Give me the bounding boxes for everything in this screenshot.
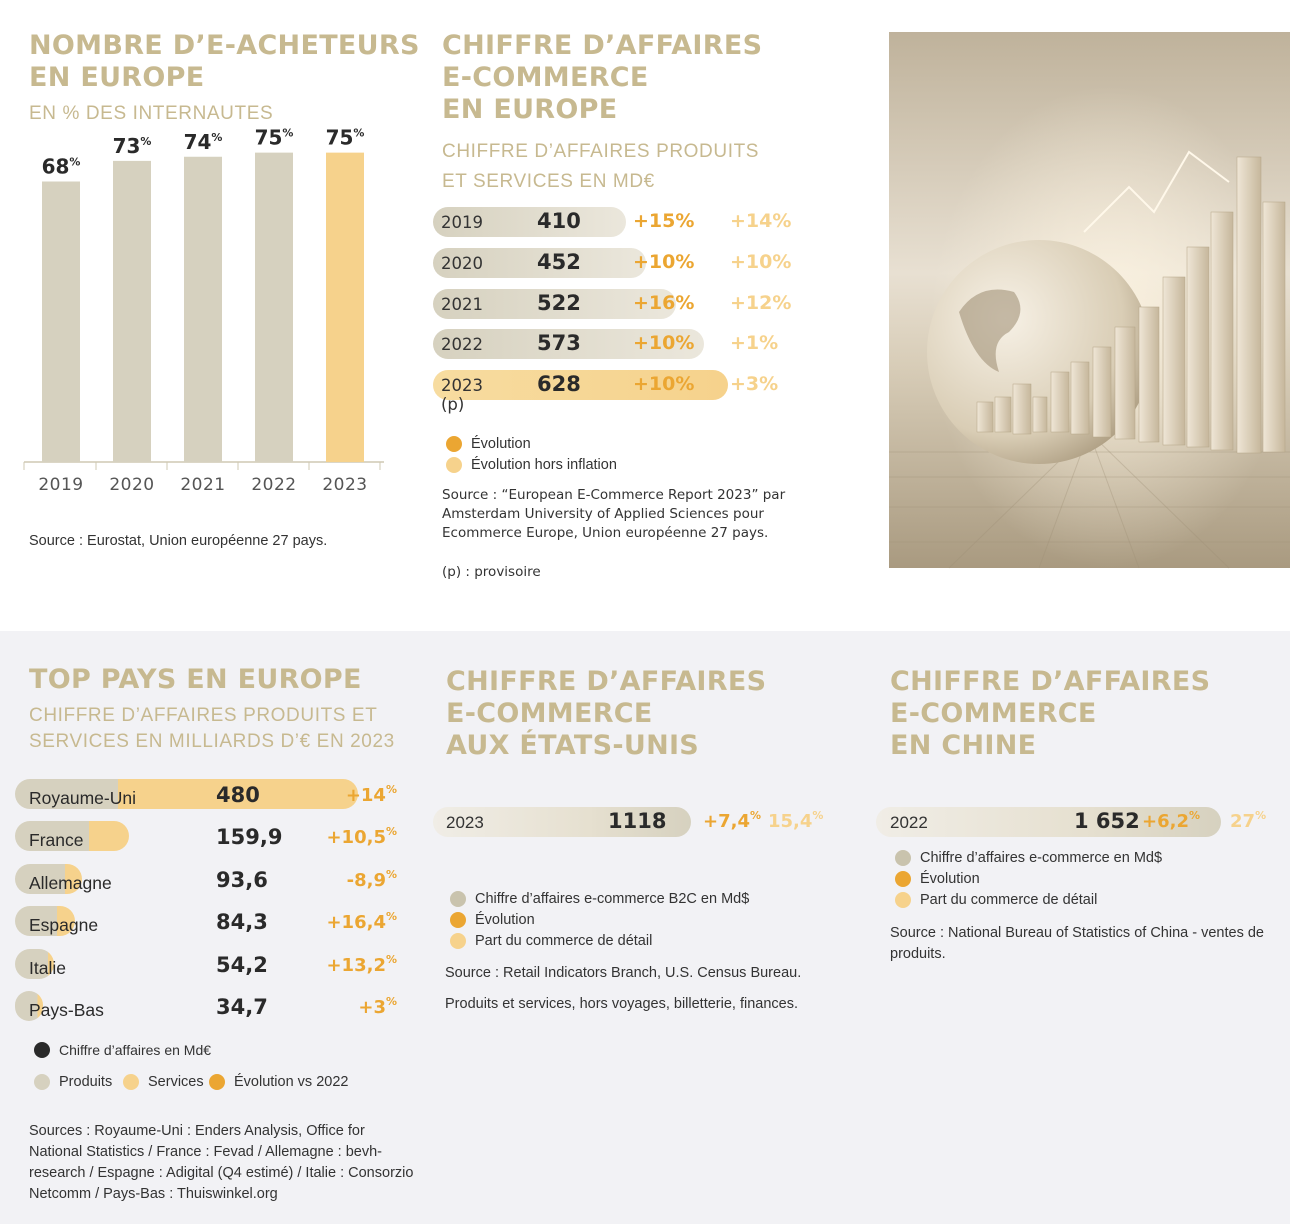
photo-bar-5 bbox=[1071, 362, 1089, 434]
china-legend-evol: Évolution bbox=[895, 871, 980, 887]
eu-row-year: 2019 bbox=[441, 213, 483, 232]
ebuyers-bar-chart bbox=[18, 125, 390, 500]
china-retail-share: 27% bbox=[1230, 809, 1267, 832]
bar-2022 bbox=[255, 153, 293, 462]
eu-row-hors-inflation: +3% bbox=[730, 373, 779, 396]
legend-dot-hors-inflation bbox=[446, 457, 462, 473]
bar-value-label-2021: 74% bbox=[183, 129, 223, 154]
photo-bar-6 bbox=[1093, 347, 1111, 437]
photo-bar-4 bbox=[1051, 372, 1069, 432]
eu-row-evolution: +10% bbox=[633, 373, 695, 396]
sec2-title bbox=[442, 30, 762, 126]
legend-services: Services bbox=[123, 1074, 204, 1090]
bar-value-label-2023: 75% bbox=[325, 125, 365, 150]
china-value: 1 652 bbox=[1074, 809, 1140, 833]
country-evolution: +16,4% bbox=[326, 910, 397, 934]
x-tick-label-2022: 2022 bbox=[251, 475, 297, 495]
eu-row-year: 2022 bbox=[441, 335, 483, 355]
china-evolution: +6,2% bbox=[1142, 809, 1200, 832]
sec1-source: Source : Eurostat, Union européenne 27 pays. bbox=[29, 533, 328, 549]
photo-bar-3 bbox=[1033, 397, 1047, 432]
bar-value-label-2019: 68% bbox=[41, 154, 81, 179]
china-legend-dot-evol bbox=[895, 871, 911, 887]
bar-2021 bbox=[184, 157, 222, 462]
usa-legend-evol: Évolution bbox=[450, 912, 535, 928]
photo-bar-2 bbox=[1013, 384, 1031, 434]
country-name: France bbox=[29, 830, 84, 851]
country-name: Allemagne bbox=[29, 872, 112, 893]
legend-dot-services bbox=[123, 1074, 139, 1090]
bar-2023 bbox=[326, 153, 364, 462]
eu-row-hors-inflation: +1% bbox=[730, 332, 779, 355]
x-tick-label-2020: 2020 bbox=[109, 475, 155, 495]
eu-row-value: 452 bbox=[537, 249, 581, 274]
usa-note: Produits et services, hors voyages, billetterie, finances. bbox=[445, 996, 798, 1012]
country-value: 159,9 bbox=[216, 825, 283, 850]
china-legend-ca: Chiffre d’affaires e-commerce en Md$ bbox=[895, 850, 1162, 866]
photo-bar-8 bbox=[1139, 307, 1159, 442]
sec3-subtitle: CHIFFRE D’AFFAIRES PRODUITS ET SERVICES EN MILLIARDS D’€ EN 2023 bbox=[29, 705, 395, 752]
legend-dot-evolution bbox=[446, 436, 462, 452]
bar-value-label-2022: 75% bbox=[254, 125, 294, 150]
legend-dot-ca bbox=[34, 1042, 50, 1058]
photo-bar-0 bbox=[977, 402, 993, 432]
photo-bar-12 bbox=[1237, 157, 1261, 453]
eu-row-year: 2021 bbox=[441, 294, 483, 314]
country-value: 84,3 bbox=[216, 910, 268, 935]
eu-row-evolution: +10% bbox=[633, 332, 695, 355]
sec3-sources: Sources : Royaume-Uni : Enders Analysis, Office for National Statistics / France : Fevad / Allemagne : bevh- research / Espagne : Adigital (Q4 estimé) / Italie : Consorzio Netcomm / Pays-Bas : Thuiswinkel.org bbox=[29, 1123, 414, 1202]
sec1-title-line2: EN EUROPE bbox=[29, 62, 205, 93]
photo-bar-11 bbox=[1211, 212, 1233, 450]
sec2-source: Source : “European E-Commerce Report 2023” par Amsterdam University of Applied Sciences pour Ecommerce Europe, Union européenne 27 pays. bbox=[442, 487, 786, 541]
eu-row-hors-inflation: +10% bbox=[730, 250, 792, 273]
country-evolution: +10,5% bbox=[326, 825, 397, 849]
china-legend-part: Part du commerce de détail bbox=[895, 892, 1097, 908]
sec2-subtitle-line2: ET SERVICES EN MD€ bbox=[442, 171, 655, 192]
usa-value: 1118 bbox=[608, 809, 667, 833]
sec1-title-line1: NOMBRE D’E-ACHETEURS bbox=[29, 30, 420, 61]
legend-hors-inflation: Évolution hors inflation bbox=[446, 457, 617, 473]
legend-dot-evolution-vs bbox=[209, 1074, 225, 1090]
china-year: 2022 bbox=[890, 813, 928, 832]
country-name: Italie bbox=[29, 957, 66, 978]
eu-row-hors-inflation: +14% bbox=[730, 210, 792, 232]
eu-row-evolution: +10% bbox=[633, 250, 695, 273]
bar-2020 bbox=[113, 161, 151, 462]
country-evolution: -8,9% bbox=[346, 867, 397, 891]
x-tick-label-2019: 2019 bbox=[38, 475, 84, 495]
country-value: 480 bbox=[216, 783, 260, 807]
eu-row-value: 522 bbox=[537, 290, 581, 315]
photo-bar-1 bbox=[995, 397, 1011, 432]
sec1-subtitle: EN % DES INTERNAUTES bbox=[29, 103, 274, 124]
sec4-title: CHIFFRE D’AFFAIRES E-COMMERCE AUX ÉTATS-UNIS bbox=[446, 666, 767, 761]
sec2-title-line1: CHIFFRE D’AFFAIRES bbox=[442, 30, 763, 61]
photo-bar-13 bbox=[1263, 202, 1285, 452]
eu-row-evolution: +15% bbox=[633, 210, 695, 232]
usa-retail-share: 15,4% bbox=[768, 809, 824, 832]
china-legend-dot-ca bbox=[895, 850, 911, 866]
legend-evolution-vs-2022: Évolution vs 2022 bbox=[209, 1074, 348, 1090]
china-source: Source : National Bureau of Statistics of China - ventes de produits. bbox=[890, 925, 1264, 962]
usa-legend-dot-part bbox=[450, 933, 466, 949]
sec2-title-line2: E-COMMERCE bbox=[442, 62, 649, 93]
bar-value-label-2020: 73% bbox=[112, 133, 152, 158]
usa-legend-part: Part du commerce de détail bbox=[450, 933, 652, 949]
globe-bars-photo bbox=[889, 32, 1290, 568]
sec2-subtitle bbox=[442, 137, 759, 197]
eu-row-year: 2020 bbox=[441, 253, 483, 273]
eu-row-hors-inflation: +12% bbox=[730, 291, 792, 314]
country-evolution: +3% bbox=[358, 995, 397, 1018]
sec2-title-line3: EN EUROPE bbox=[442, 94, 618, 125]
sec2-note: (p) : provisoire bbox=[442, 564, 541, 580]
china-legend-dot-part bbox=[895, 892, 911, 908]
usa-year: 2023 bbox=[446, 813, 484, 832]
country-name: Espagne bbox=[29, 915, 99, 936]
legend-produits: Produits bbox=[34, 1074, 112, 1090]
sec1-title bbox=[29, 30, 420, 94]
eu-row-evolution: +16% bbox=[633, 291, 695, 314]
country-name: Royaume-Uni bbox=[29, 788, 136, 808]
legend-dot-produits bbox=[34, 1074, 50, 1090]
bar-2019 bbox=[42, 182, 80, 463]
photo-bar-10 bbox=[1187, 247, 1209, 447]
country-value: 54,2 bbox=[216, 952, 268, 977]
usa-evolution: +7,4% bbox=[703, 809, 761, 832]
photo-bar-7 bbox=[1115, 327, 1135, 439]
country-evolution: +14% bbox=[345, 783, 397, 806]
country-evolution: +13,2% bbox=[326, 952, 397, 976]
x-tick-label-2021: 2021 bbox=[180, 475, 226, 495]
country-name: Pays-Bas bbox=[29, 1000, 104, 1020]
usa-legend-ca: Chiffre d’affaires e-commerce B2C en Md$ bbox=[450, 891, 749, 907]
usa-legend-dot-evol bbox=[450, 912, 466, 928]
eu-row-value: 628 bbox=[537, 372, 581, 397]
country-value: 34,7 bbox=[216, 995, 268, 1019]
eu-row-year: 2023 (p) bbox=[441, 376, 483, 415]
country-value: 93,6 bbox=[216, 867, 268, 892]
usa-legend-dot-ca bbox=[450, 891, 466, 907]
x-tick-label-2023: 2023 bbox=[322, 475, 368, 495]
sec3-title: TOP PAYS EN EUROPE bbox=[29, 664, 362, 695]
usa-source: Source : Retail Indicators Branch, U.S. Census Bureau. bbox=[445, 965, 802, 981]
sec5-title: CHIFFRE D’AFFAIRES E-COMMERCE EN CHINE bbox=[890, 666, 1211, 761]
photo-bar-9 bbox=[1163, 277, 1185, 445]
sec2-subtitle-line1: CHIFFRE D’AFFAIRES PRODUITS bbox=[442, 141, 760, 162]
legend-ca-eur: Chiffre d’affaires en Md€ bbox=[34, 1042, 211, 1058]
legend-evolution: Évolution bbox=[446, 436, 531, 452]
eu-row-value: 410 bbox=[537, 209, 581, 233]
eu-row-value: 573 bbox=[537, 331, 581, 356]
